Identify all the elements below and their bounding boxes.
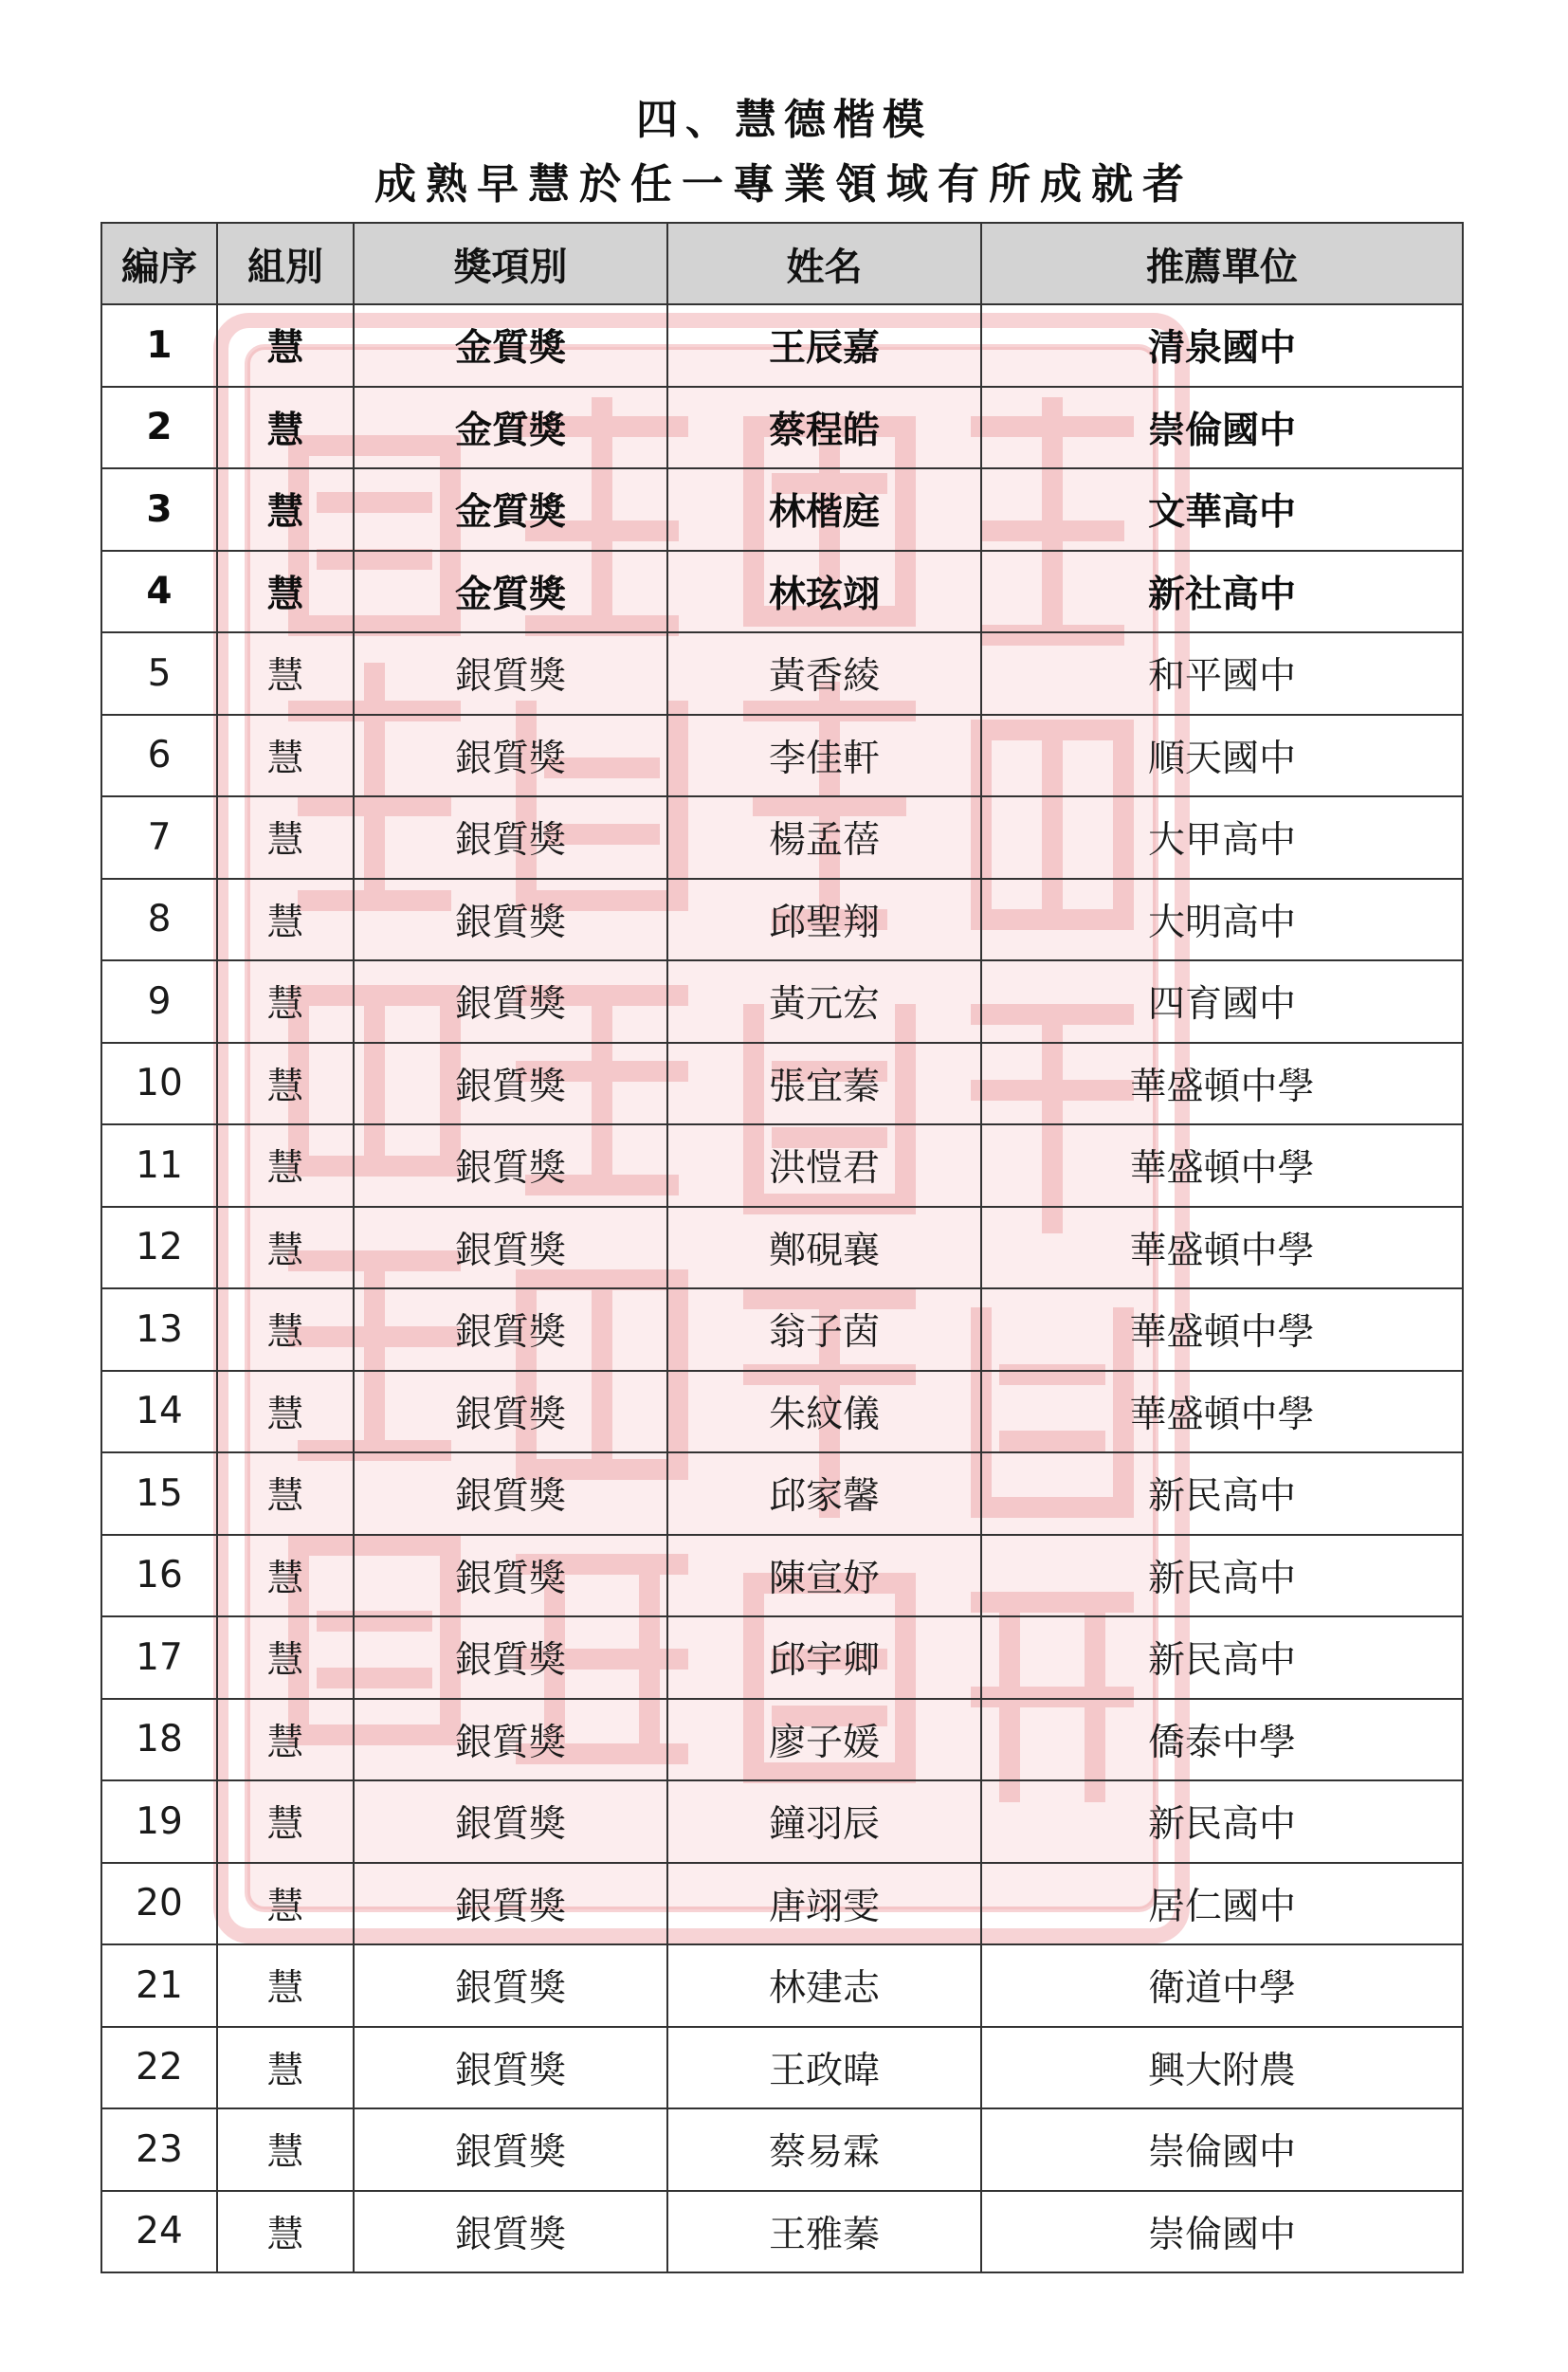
cell-number: 13 [101,1288,217,1371]
cell-number: 16 [101,1535,217,1617]
cell-group: 慧 [217,1452,354,1535]
table-row [101,1207,1463,1289]
cell-unit: 大明高中 [981,879,1463,961]
cell-group: 慧 [217,715,354,797]
cell-unit: 衛道中學 [981,1944,1463,2027]
table-row [101,1699,1463,1781]
cell-award: 銀質獎 [354,1863,667,1945]
cell-unit: 居仁國中 [981,1863,1463,1945]
cell-award: 銀質獎 [354,2108,667,2191]
table-row [101,304,1463,387]
cell-name: 林楷庭 [667,468,981,551]
cell-unit: 華盛頓中學 [981,1371,1463,1453]
cell-group: 慧 [217,1371,354,1453]
cell-number: 6 [101,715,217,797]
cell-award: 金質獎 [354,468,667,551]
cell-number: 22 [101,2027,217,2109]
cell-number: 18 [101,1699,217,1781]
table-row [101,715,1463,797]
cell-name: 王辰嘉 [667,304,981,387]
cell-number: 3 [101,468,217,551]
table-row [101,551,1463,633]
cell-group: 慧 [217,879,354,961]
cell-award: 銀質獎 [354,2191,667,2273]
cell-number: 5 [101,632,217,715]
cell-name: 唐翊雯 [667,1863,981,1945]
table-row [101,1371,1463,1453]
page-subtitle: 成熟早慧於任一專業領域有所成就者 [374,160,1194,209]
cell-name: 蔡易霖 [667,2108,981,2191]
table-body [101,304,1463,2272]
table-header [101,223,1463,304]
cell-name: 邱家馨 [667,1452,981,1535]
header-number: 編序 [101,223,217,304]
table-row [101,2108,1463,2191]
awards-table [100,222,1464,2273]
cell-group: 慧 [217,1944,354,2027]
cell-group: 慧 [217,304,354,387]
cell-group: 慧 [217,468,354,551]
cell-number: 7 [101,796,217,879]
cell-unit: 文華高中 [981,468,1463,551]
cell-number: 23 [101,2108,217,2191]
cell-name: 黃香綾 [667,632,981,715]
cell-group: 慧 [217,1863,354,1945]
table-row [101,2027,1463,2109]
header-group: 組別 [217,223,354,304]
cell-group: 慧 [217,960,354,1043]
table-row [101,1616,1463,1699]
cell-unit: 大甲高中 [981,796,1463,879]
cell-name: 鐘羽辰 [667,1780,981,1863]
cell-group: 慧 [217,1288,354,1371]
cell-unit: 四育國中 [981,960,1463,1043]
cell-number: 17 [101,1616,217,1699]
cell-award: 銀質獎 [354,1699,667,1781]
cell-number: 1 [101,304,217,387]
cell-award: 銀質獎 [354,1207,667,1289]
cell-award: 銀質獎 [354,2027,667,2109]
cell-award: 銀質獎 [354,632,667,715]
cell-number: 4 [101,551,217,633]
cell-group: 慧 [217,2108,354,2191]
cell-unit: 新民高中 [981,1616,1463,1699]
cell-unit: 僑泰中學 [981,1699,1463,1781]
cell-group: 慧 [217,387,354,469]
cell-name: 陳宣妤 [667,1535,981,1617]
cell-name: 黃元宏 [667,960,981,1043]
cell-number: 8 [101,879,217,961]
table-row [101,1288,1463,1371]
cell-group: 慧 [217,1780,354,1863]
cell-number: 10 [101,1043,217,1125]
header-unit: 推薦單位 [981,223,1463,304]
cell-number: 9 [101,960,217,1043]
header-row [101,223,1463,304]
cell-group: 慧 [217,2027,354,2109]
table-row [101,1452,1463,1535]
header-name: 姓名 [667,223,981,304]
cell-award: 銀質獎 [354,1452,667,1535]
cell-award: 銀質獎 [354,1616,667,1699]
cell-unit: 興大附農 [981,2027,1463,2109]
cell-award: 銀質獎 [354,1535,667,1617]
cell-award: 銀質獎 [354,715,667,797]
cell-group: 慧 [217,551,354,633]
cell-unit: 新社高中 [981,551,1463,633]
table-row [101,1043,1463,1125]
cell-number: 21 [101,1944,217,2027]
cell-name: 洪愷君 [667,1124,981,1207]
cell-award: 金質獎 [354,551,667,633]
cell-award: 銀質獎 [354,1043,667,1125]
cell-award: 銀質獎 [354,960,667,1043]
cell-group: 慧 [217,1124,354,1207]
cell-award: 銀質獎 [354,1124,667,1207]
table-row [101,632,1463,715]
cell-unit: 新民高中 [981,1780,1463,1863]
cell-number: 12 [101,1207,217,1289]
cell-number: 14 [101,1371,217,1453]
cell-name: 翁子茵 [667,1288,981,1371]
cell-unit: 和平國中 [981,632,1463,715]
cell-unit: 崇倫國中 [981,2108,1463,2191]
table-row [101,796,1463,879]
cell-group: 慧 [217,1207,354,1289]
cell-award: 銀質獎 [354,1288,667,1371]
table-row [101,1944,1463,2027]
cell-group: 慧 [217,632,354,715]
cell-name: 邱聖翔 [667,879,981,961]
cell-award: 銀質獎 [354,1780,667,1863]
cell-name: 朱紋儀 [667,1371,981,1453]
cell-unit: 華盛頓中學 [981,1207,1463,1289]
cell-group: 慧 [217,1616,354,1699]
cell-name: 邱宇卿 [667,1616,981,1699]
cell-unit: 新民高中 [981,1452,1463,1535]
cell-award: 金質獎 [354,387,667,469]
table-row [101,387,1463,469]
cell-unit: 順天國中 [981,715,1463,797]
table-row [101,1780,1463,1863]
cell-award: 金質獎 [354,304,667,387]
cell-number: 24 [101,2191,217,2273]
cell-number: 15 [101,1452,217,1535]
table-row [101,879,1463,961]
cell-name: 楊孟蓓 [667,796,981,879]
cell-number: 2 [101,387,217,469]
cell-group: 慧 [217,1699,354,1781]
cell-name: 蔡程皓 [667,387,981,469]
cell-name: 鄭硯襄 [667,1207,981,1289]
table-row [101,1535,1463,1617]
header-award: 獎項別 [354,223,667,304]
cell-unit: 華盛頓中學 [981,1043,1463,1125]
cell-group: 慧 [217,2191,354,2273]
cell-number: 20 [101,1863,217,1945]
cell-award: 銀質獎 [354,1944,667,2027]
cell-unit: 華盛頓中學 [981,1288,1463,1371]
cell-unit: 崇倫國中 [981,387,1463,469]
table-row [101,1124,1463,1207]
cell-unit: 崇倫國中 [981,2191,1463,2273]
cell-group: 慧 [217,1043,354,1125]
page-title: 四、慧德楷模 [636,96,932,144]
cell-group: 慧 [217,1535,354,1617]
cell-award: 銀質獎 [354,1371,667,1453]
cell-name: 林建志 [667,1944,981,2027]
cell-award: 銀質獎 [354,796,667,879]
table-row [101,2191,1463,2273]
cell-name: 王政暐 [667,2027,981,2109]
cell-group: 慧 [217,796,354,879]
cell-name: 廖子媛 [667,1699,981,1781]
cell-name: 李佳軒 [667,715,981,797]
table-row [101,960,1463,1043]
table-row [101,1863,1463,1945]
cell-number: 11 [101,1124,217,1207]
cell-name: 王雅蓁 [667,2191,981,2273]
cell-unit: 清泉國中 [981,304,1463,387]
cell-unit: 華盛頓中學 [981,1124,1463,1207]
cell-number: 19 [101,1780,217,1863]
table-row [101,468,1463,551]
cell-award: 銀質獎 [354,879,667,961]
cell-name: 張宜蓁 [667,1043,981,1125]
cell-name: 林玹翊 [667,551,981,633]
cell-unit: 新民高中 [981,1535,1463,1617]
